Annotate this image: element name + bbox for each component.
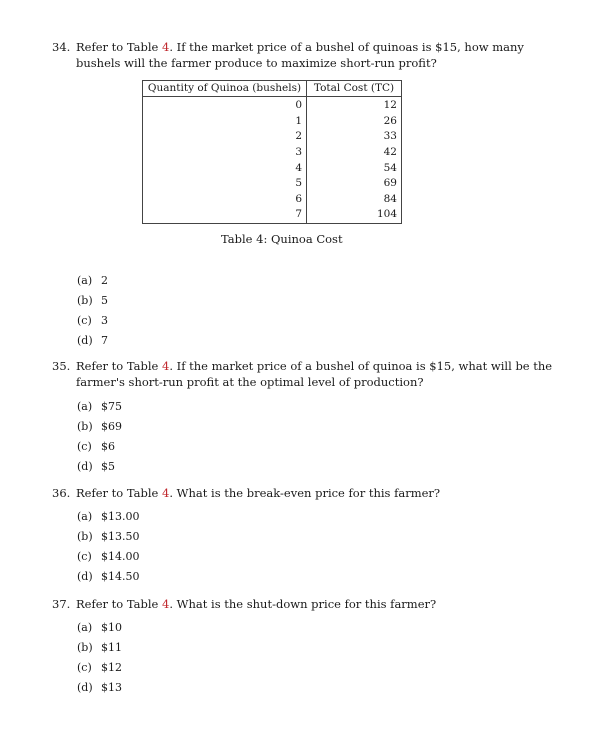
- option-text: $5: [101, 460, 115, 473]
- option-36-a[interactable]: [77, 510, 140, 524]
- table-row: [143, 192, 402, 208]
- option-label: (d): [77, 570, 93, 583]
- option-label: (c): [77, 440, 92, 453]
- option-36-c[interactable]: [77, 550, 140, 564]
- option-text: $6: [101, 440, 115, 453]
- option-label: (a): [77, 400, 93, 413]
- option-text: 3: [101, 314, 108, 327]
- option-text: $11: [101, 641, 122, 654]
- option-35-c[interactable]: [77, 440, 115, 454]
- table-row: [143, 114, 402, 130]
- question-number: 36.: [52, 486, 71, 500]
- total-cost-cell: 54: [307, 160, 402, 176]
- table-reference-link[interactable]: 4: [162, 486, 170, 500]
- option-text: $13: [101, 681, 122, 694]
- question-text-line-2: bushels will the farmer produce to maximize short-run profit?: [76, 56, 437, 70]
- option-35-d[interactable]: [77, 460, 115, 474]
- option-label: (d): [77, 460, 93, 473]
- total-cost-cell: 33: [307, 129, 402, 145]
- option-text: $14.00: [101, 550, 140, 563]
- option-text: $12: [101, 661, 122, 674]
- option-label: (a): [77, 274, 93, 287]
- question-number: 34.: [52, 40, 71, 54]
- option-34-b[interactable]: [77, 294, 108, 308]
- total-cost-cell: 69: [307, 176, 402, 192]
- option-text: $75: [101, 400, 122, 413]
- quantity-cell: 7: [143, 207, 307, 223]
- quantity-cell: 1: [143, 114, 307, 130]
- option-37-a[interactable]: [77, 621, 122, 635]
- quinoa-cost-table: [142, 80, 402, 224]
- option-35-a[interactable]: [77, 400, 122, 414]
- quantity-cell: 4: [143, 160, 307, 176]
- table-header-row: [143, 81, 402, 97]
- table-caption: Table 4: Quinoa Cost: [221, 232, 343, 246]
- option-37-c[interactable]: [77, 661, 122, 675]
- question-text-line-1: Refer to Table 4. What is the shut-down price for this farmer?: [76, 597, 437, 611]
- option-label: (d): [77, 681, 93, 694]
- option-text: 2: [101, 274, 108, 287]
- option-text: 5: [101, 294, 108, 307]
- question-35: [52, 358, 572, 390]
- option-label: (a): [77, 510, 93, 523]
- total-cost-cell: 26: [307, 114, 402, 130]
- option-text: $13.00: [101, 510, 140, 523]
- question-number: 35.: [52, 359, 71, 373]
- question-37: [52, 596, 572, 612]
- option-35-b[interactable]: [77, 420, 122, 434]
- table-row: [143, 129, 402, 145]
- quantity-cell: 5: [143, 176, 307, 192]
- option-34-c[interactable]: [77, 314, 108, 328]
- option-text: $10: [101, 621, 122, 634]
- option-label: (b): [77, 420, 93, 433]
- table-reference-link[interactable]: 4: [162, 40, 170, 54]
- option-label: (a): [77, 621, 93, 634]
- option-label: (b): [77, 530, 93, 543]
- option-label: (c): [77, 314, 92, 327]
- table-row: [143, 145, 402, 161]
- question-36: [52, 485, 572, 501]
- question-text-line-2: farmer's short-run profit at the optimal level of production?: [76, 375, 424, 389]
- table-header-total-cost: Total Cost (TC): [307, 81, 402, 97]
- question-text-line-1: Refer to Table 4. If the market price of a bushel of quinoa is $15, what will be the: [76, 359, 553, 373]
- total-cost-cell: 104: [307, 207, 402, 223]
- question-text-line-1: Refer to Table 4. What is the break-even price for this farmer?: [76, 486, 441, 500]
- quantity-cell: 2: [143, 129, 307, 145]
- table-row: [143, 160, 402, 176]
- table-reference-link[interactable]: 4: [162, 597, 170, 611]
- quantity-cell: 3: [143, 145, 307, 161]
- option-text: 7: [101, 334, 108, 347]
- option-37-b[interactable]: [77, 641, 122, 655]
- table-header-quantity: Quantity of Quinoa (bushels): [143, 81, 307, 97]
- question-34: [52, 39, 572, 71]
- option-36-b[interactable]: [77, 530, 140, 544]
- option-label: (c): [77, 661, 92, 674]
- option-label: (d): [77, 334, 93, 347]
- table-reference-link[interactable]: 4: [162, 359, 170, 373]
- total-cost-cell: 84: [307, 192, 402, 208]
- total-cost-cell: 42: [307, 145, 402, 161]
- option-label: (c): [77, 550, 92, 563]
- option-37-d[interactable]: [77, 681, 122, 695]
- option-text: $69: [101, 420, 122, 433]
- option-text: $14.50: [101, 570, 140, 583]
- table-row: [143, 176, 402, 192]
- option-label: (b): [77, 641, 93, 654]
- option-text: $13.50: [101, 530, 140, 543]
- option-34-a[interactable]: [77, 274, 108, 288]
- question-text-line-1: Refer to Table 4. If the market price of a bushel of quinoas is $15, how many: [76, 40, 524, 54]
- table-row: [143, 97, 402, 114]
- question-number: 37.: [52, 597, 71, 611]
- option-36-d[interactable]: [77, 570, 140, 584]
- table-row: [143, 207, 402, 223]
- quantity-cell: 6: [143, 192, 307, 208]
- option-34-d[interactable]: [77, 334, 108, 348]
- quantity-cell: 0: [143, 97, 307, 114]
- option-label: (b): [77, 294, 93, 307]
- total-cost-cell: 12: [307, 97, 402, 114]
